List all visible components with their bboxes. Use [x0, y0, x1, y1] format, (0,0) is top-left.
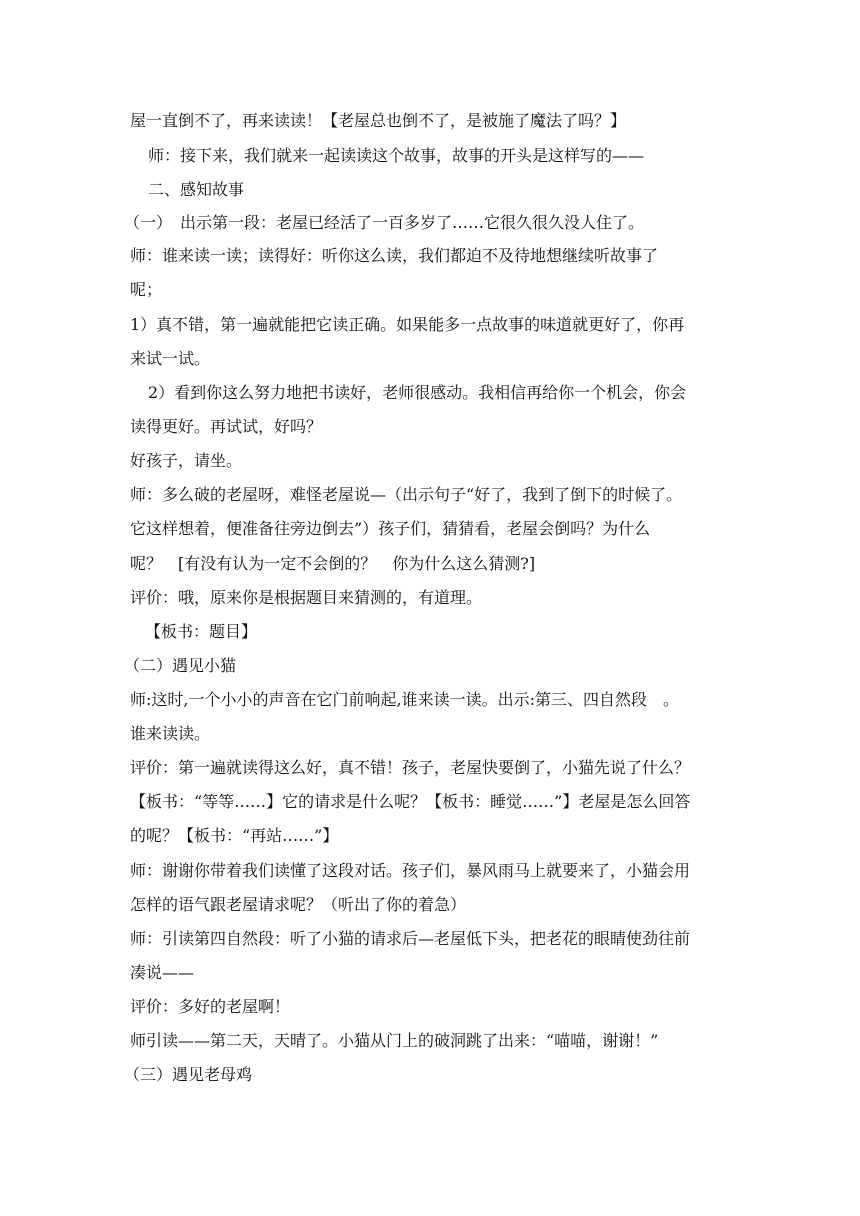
text-line: 谁来读读。 — [130, 724, 211, 743]
section-heading: 二、感知故事 — [148, 180, 245, 199]
text-line: 师：谢谢你带着我们读懂了这段对话。孩子们，暴风雨马上就要来了，小猫会用 — [130, 861, 691, 880]
board-note: 【板书：题目】 — [145, 622, 258, 641]
text-line: 【板书：“等等……】它的请求是什么呢？【板书：睡觉……”】老屋是怎么回答 — [130, 792, 691, 811]
text-line: 呢？ [有没有认为一定不会倒的？ 你为什么这么猜测?] — [130, 554, 536, 573]
text-line: 屋一直倒不了，再来读读！【老屋总也倒不了，是被施了魔法了吗？】 — [130, 111, 627, 130]
text-line: 师：引读第四自然段：听了小猫的请求后—老屋低下头，把老花的眼睛使劲往前 — [130, 929, 691, 948]
text-line: 的呢？【板书：“再站……”】 — [130, 826, 339, 845]
text-line: 师：多么破的老屋呀，难怪老屋说—（出示句子“好了，我到了倒下的时候了。 — [130, 485, 683, 504]
text-line: 凑说—— — [130, 963, 195, 982]
subsection-heading: （三）遇见老母鸡 — [124, 1065, 253, 1084]
text-line: 评价：哦，原来你是根据题目来猜测的，有道理。 — [130, 588, 483, 607]
text-line: 1）真不错，第一遍就能把它读正确。如果能多一点故事的味道就更好了，你再 — [130, 315, 685, 334]
text-line: 师：接下来，我们就来一起读读这个故事，故事的开头是这样写的—— — [148, 146, 645, 165]
subsection-heading: （一） 出示第一段：老屋已经活了一百多岁了……它很久很久没人住了。 — [124, 213, 645, 232]
text-line: 来试一试。 — [130, 349, 211, 368]
text-line: 怎样的语气跟老屋请求呢？（听出了你的着急） — [130, 895, 467, 914]
text-line: 呢； — [130, 280, 163, 299]
text-line: 读得更好。再试试，好吗？ — [130, 417, 323, 436]
text-line: 评价：多好的老屋啊！ — [130, 997, 291, 1016]
text-line: 它这样想着，便准备往旁边倒去”）孩子们，猜猜看，老屋会倒吗？为什么 — [130, 519, 651, 538]
text-line: 师引读——第二天，天晴了。小猫从门上的破洞跳了出来：“喵喵，谢谢！” — [130, 1031, 659, 1050]
text-line: 师：谁来读一读；读得好：听你这么读，我们都迫不及待地想继续听故事了 — [130, 246, 659, 265]
text-line: 评价：第一遍就读得这么好，真不错！孩子，老屋快要倒了，小猫先说了什么？ — [130, 758, 691, 777]
subsection-heading: （二）遇见小猫 — [124, 656, 237, 675]
text-line: 师:这时,一个小小的声音在它门前响起,谁来读一读。出示:第三、四自然段 。 — [130, 690, 679, 709]
text-line: 2）看到你这么努力地把书读好，老师很感动。我相信再给你一个机会，你会 — [148, 383, 687, 402]
text-line: 好孩子，请坐。 — [130, 451, 243, 470]
